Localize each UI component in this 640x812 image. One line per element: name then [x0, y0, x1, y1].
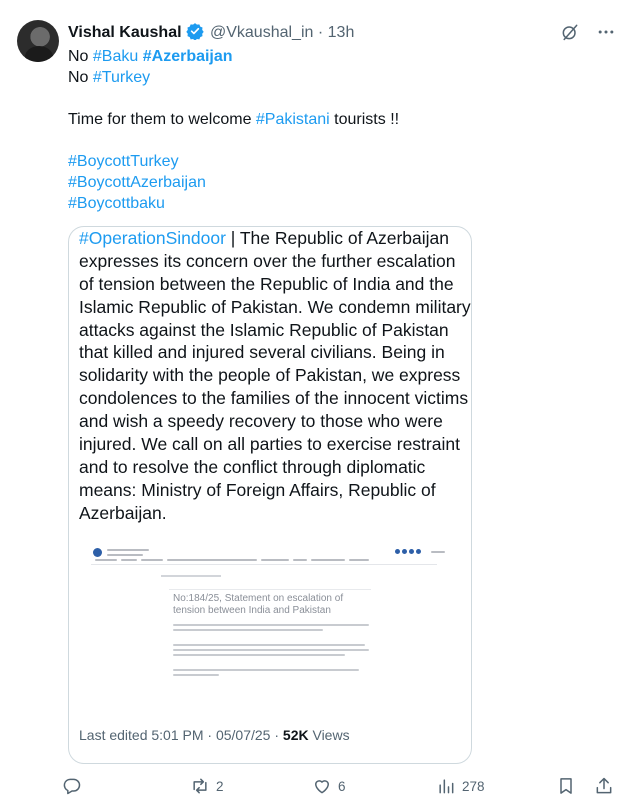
quoted-views-count: 52K [282, 727, 309, 743]
action-bar [62, 776, 622, 800]
hashtag-link[interactable]: #Turkey [92, 69, 151, 86]
analytics-icon [436, 776, 456, 796]
quoted-post-text: #OperationSindoor | The Republic of Azerbaijan expresses its concern over the further escalation of tension between the Republic of India and the Islamic Republic of Pakistan. We condemn military attacks against the Islamic Republic of Pakistan that killed and injured several civilians. Being in solidarity with the people of Pakistan, we express condolences to the families of the innocent victims and wish a speedy recovery to those who were injured. We call on all parties to exercise restraint and to resolve the conflict through diplomatic means: Ministry of Foreign Affairs, Republic of Azerbaijan. [79, 228, 471, 523]
like-count: 6 [338, 778, 346, 794]
quoted-text-line: means: Ministry of Foreign Affairs, Republic of [79, 479, 436, 500]
tweet-text-line: No #Baku #Azerbaijan [68, 48, 233, 65]
more-options-icon[interactable] [596, 22, 616, 42]
tweet-time[interactable]: 13h [327, 24, 355, 41]
quoted-text-line: attacks against the Islamic Republic of Pakistan [79, 319, 449, 340]
hashtag-link[interactable]: #OperationSindoor [79, 228, 226, 248]
share-icon [594, 776, 614, 796]
avatar[interactable] [17, 20, 59, 62]
author-handle[interactable]: @Vkaushal_in [209, 24, 314, 41]
bookmark-button[interactable] [556, 776, 576, 796]
tweet-header [68, 22, 354, 46]
verified-badge-icon [186, 22, 204, 46]
hashtag-link[interactable]: #BoycottTurkey [68, 153, 179, 170]
author-name[interactable]: Vishal Kaushal [68, 24, 182, 41]
quoted-text-line: Azerbaijan. [79, 502, 167, 523]
repost-icon [190, 776, 210, 796]
reply-button[interactable] [62, 776, 82, 796]
quoted-text-line: Islamic Republic of Pakistan. We condemn military [79, 296, 471, 317]
tweet-text-line: No #Turkey [68, 69, 151, 86]
views-button[interactable] [436, 776, 485, 796]
bookmark-icon [556, 776, 576, 796]
tweet-text-line [68, 193, 608, 214]
hashtag-link[interactable]: #BoycottAzerbaijan [68, 174, 206, 191]
tweet-text-line [68, 172, 608, 193]
quoted-text-line: and to resolve the conflict through diplomatic [79, 456, 426, 477]
quoted-text-line: solidarity with the people of Pakistan, we express [79, 365, 461, 386]
tweet-text-line: Time for them to welcome #Pakistani tourists !! [68, 111, 400, 128]
language-dots-icon [395, 549, 421, 554]
hashtag-link[interactable]: #Pakistani [255, 111, 330, 128]
embedded-statement-image[interactable] [81, 545, 459, 695]
like-button[interactable] [312, 776, 346, 796]
ministry-logo-icon [93, 548, 102, 557]
hashtag-link[interactable]: #Azerbaijan [142, 48, 233, 65]
repost-count: 2 [216, 778, 224, 794]
tweet-text-line [68, 151, 608, 172]
quoted-text-line: of tension between the Republic of India and the [79, 273, 454, 294]
heart-icon [312, 776, 332, 796]
quoted-text-line: expresses its concern over the further escalation [79, 250, 456, 271]
statement-title: No:184/25, Statement on escalation of tension between India and Pakistan [173, 593, 344, 616]
quoted-text-line: and wish a speedy recovery to those who were [79, 411, 443, 432]
reply-icon [62, 776, 82, 796]
quoted-post-meta: Last edited 5:01 PM · 05/07/25 · 52K Views [79, 727, 350, 743]
tweet-top-actions [560, 22, 616, 42]
hashtag-link[interactable]: #Boycottbaku [68, 195, 165, 212]
share-button[interactable] [594, 776, 614, 796]
quoted-text-line: that killed and injured several civilians. Being in [79, 342, 445, 363]
statement-document [169, 589, 371, 689]
quoted-text-line: injured. We call on all parties to exercise restraint [79, 434, 460, 455]
tweet-text [68, 46, 608, 214]
separator-dot: · [317, 24, 324, 41]
quoted-post[interactable] [68, 226, 472, 764]
hashtag-link[interactable]: #Baku [92, 48, 139, 65]
quoted-text-line: condolences to the families of the innocent victims [79, 388, 469, 409]
views-count: 278 [462, 778, 485, 794]
grok-icon[interactable] [560, 22, 580, 42]
repost-button[interactable] [190, 776, 224, 796]
